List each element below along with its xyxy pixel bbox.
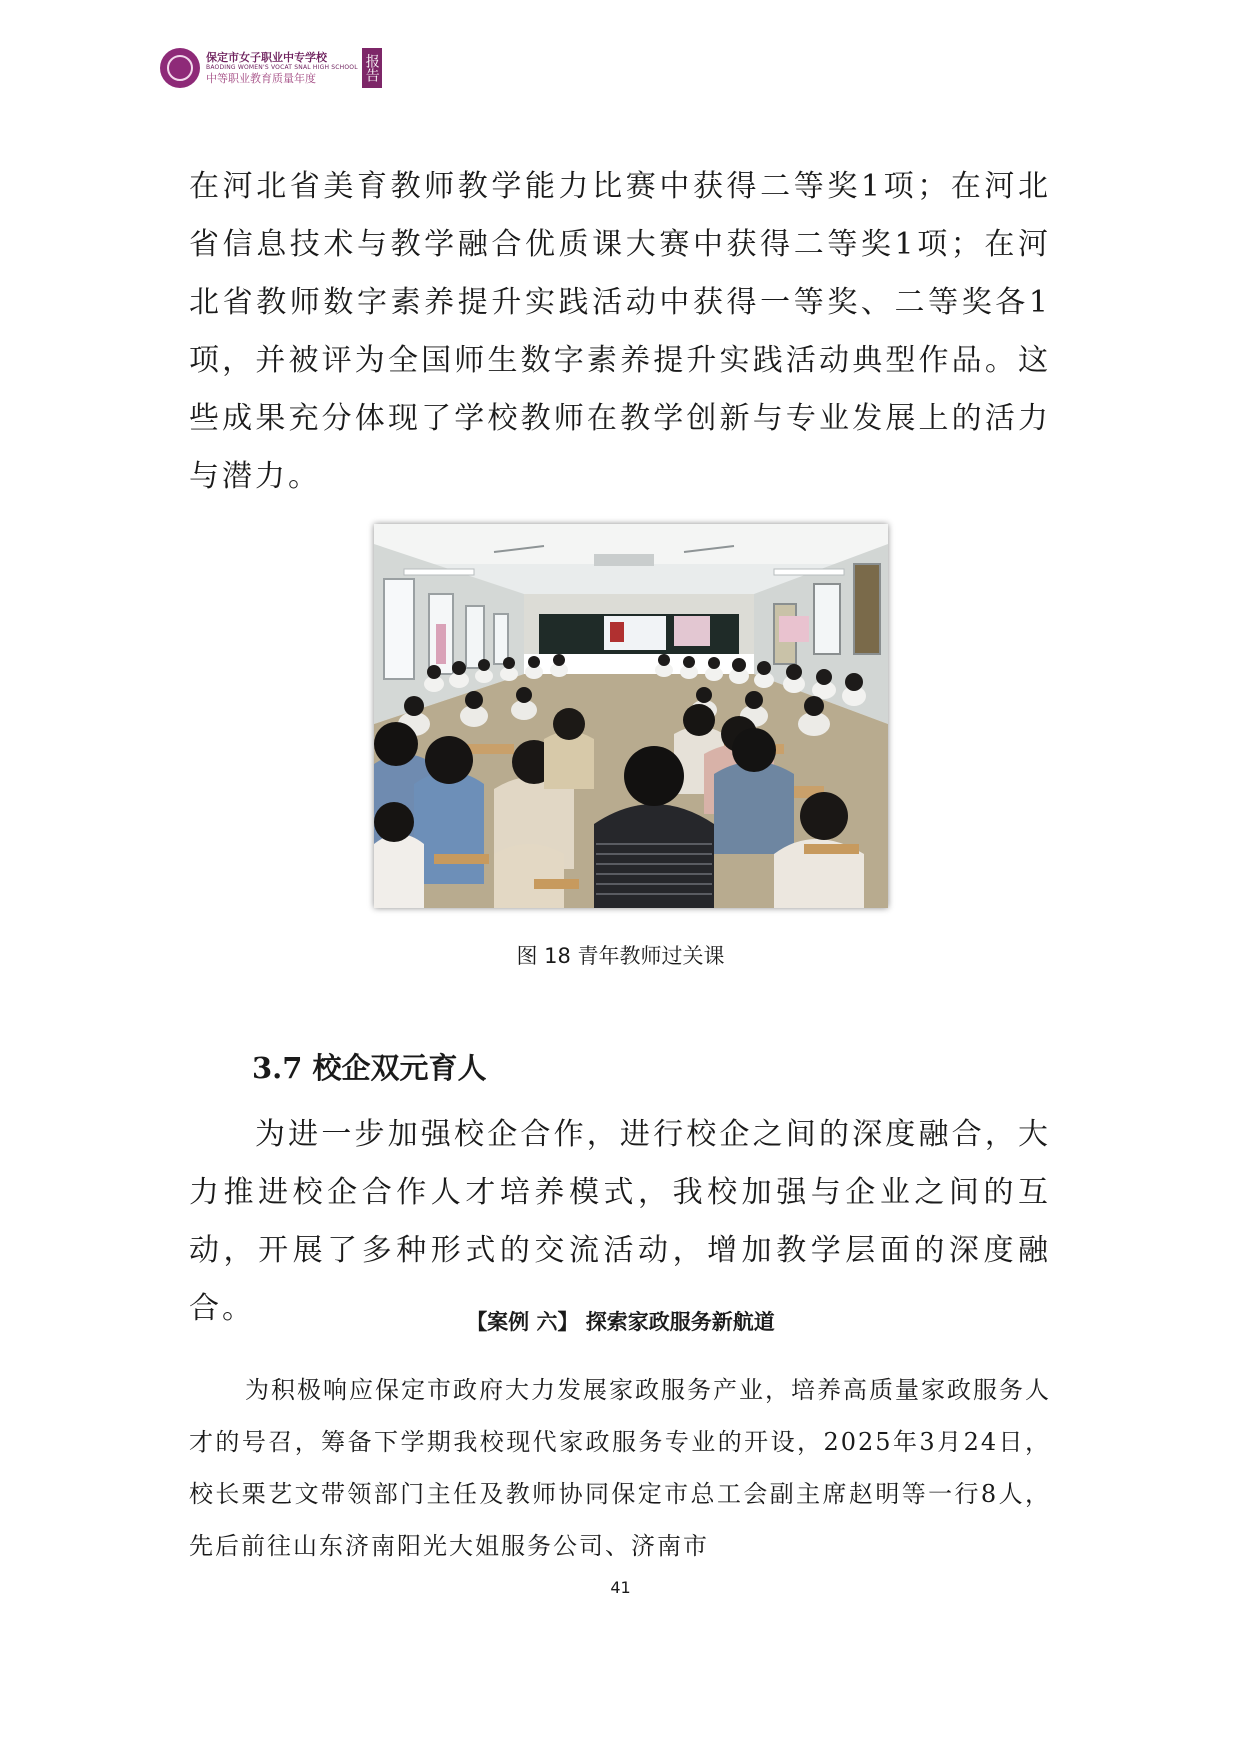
classroom-photo (374, 524, 888, 908)
paragraph-school-enterprise: 为进一步加强校企合作，进行校企之间的深度融合，大力推进校企合作人才培养模式，我校加强与企业之间的互动，开展了多种形式的交流活动，增加教学层面的深度融合。 (189, 1117, 1051, 1326)
header-text (206, 51, 358, 85)
case-title: 【案例 六】 探索家政服务新航道 (466, 1310, 775, 1334)
report-tag (362, 48, 382, 88)
page-header (160, 44, 382, 92)
school-name-en: BAODING WOMEN'S VOCAT SNAL HIGH SCHOOL (206, 64, 358, 71)
page-number: 41 (610, 1578, 631, 1597)
school-name-cn: 保定市女子职业中专学校 (206, 51, 327, 64)
report-title: 中等职业教育质量年度 (206, 72, 316, 85)
section-title: 3.7 校企双元育人 (252, 1051, 487, 1085)
paragraph-awards: 在河北省美育教师教学能力比赛中获得二等奖1项；在河北省信息技术与教学融合优质课大赛中获得二等奖1项；在河北省教师数字素养提升实践活动中获得一等奖、二等奖各1项，并被评为全国师生数字素养提升实践活动典型作品。这些成果充分体现了学校教师在教学创新与专业发展上的活力与潜力。 (189, 169, 1051, 494)
case-text: 为积极响应保定市政府大力发展家政服务产业，培养高质量家政服务人才的号召，筹备下学期我校现代家政服务专业的开设，2025年3月24日，校长栗艺文带领部门主任及教师协同保定市总工会副主席赵明等一行8人，先后前往山东济南阳光大姐服务公司、济南市 (189, 1376, 1051, 1560)
school-logo-icon (160, 48, 200, 88)
figure-caption: 图 18 青年教师过关课 (516, 944, 725, 968)
report-tag-text: 报告 (363, 54, 380, 82)
